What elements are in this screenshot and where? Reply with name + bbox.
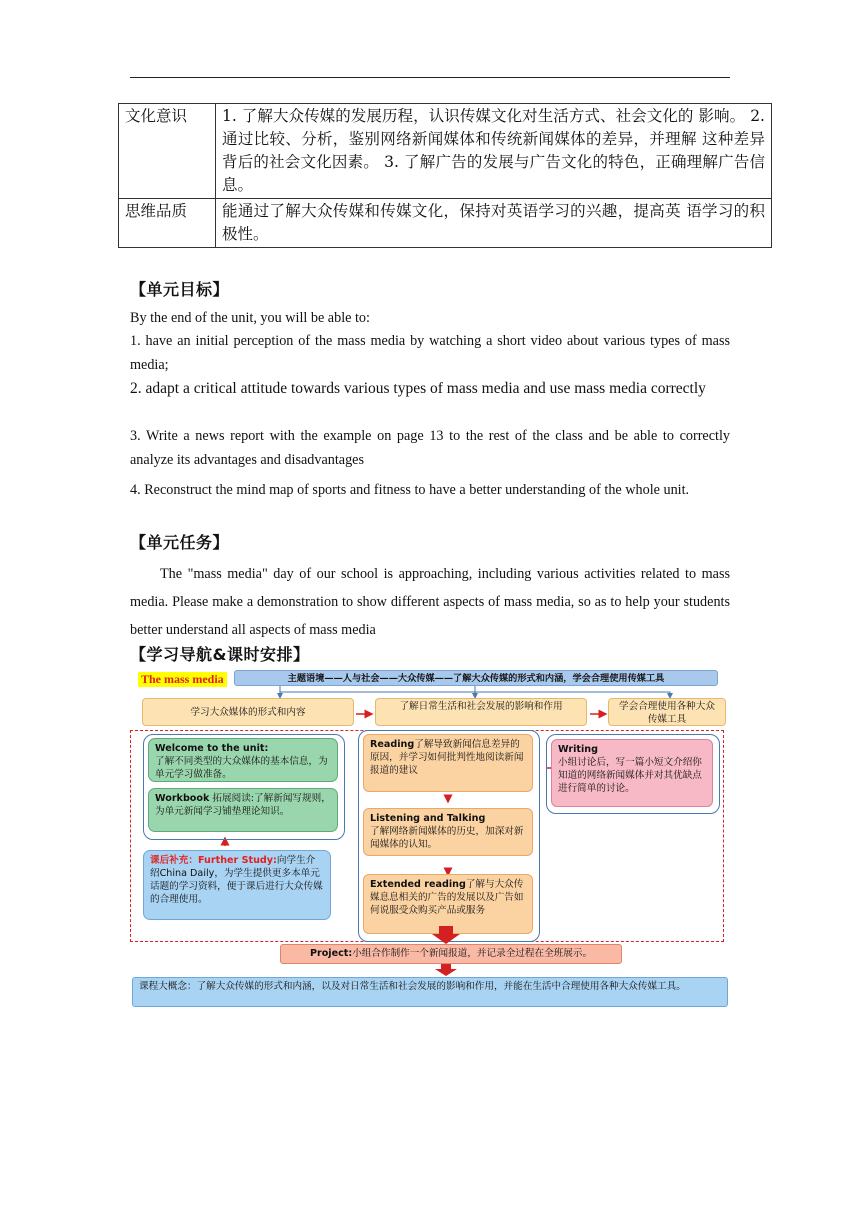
unit-task-text: The "mass media" day of our school is approaching, including various activities related to mass media. Please make a demonstration to show different aspects of mass media, so as to help your students better understand all aspects of mass media	[130, 566, 730, 638]
table-row	[119, 104, 772, 199]
unit-task-heading: 【单元任务】	[130, 533, 230, 552]
row-content: 1. 了解大众传媒的发展历程，认识传媒文化对生活方式、社会文化的 影响。 2. 通过比较、分析，鉴别网络新闻媒体和传统新闻媒体的差异，并理解 这种差异背后的社会文化因素。 3. 了解广告的发展与广告文化的特色，正确理解广告信息。	[216, 104, 772, 199]
further-study-title: 课后补充：Further Study:	[150, 855, 277, 866]
workbook-text: 拓展阅读:了解新闻写规则，为单元新闻学习铺垫理论知识。	[155, 793, 331, 817]
goals-intro: By the end of the unit, you will be able to:	[130, 310, 370, 326]
project-box	[280, 944, 622, 964]
table-row	[119, 199, 772, 248]
further-study-text: 向学生介绍China Daily，为学生提供更多本单元话题的学习资料，便于课后进行大众传媒的合理使用。	[150, 855, 323, 905]
goal-usage: 学会合理使用各种大众传媒工具	[608, 698, 726, 726]
workbook-box	[148, 788, 338, 832]
welcome-title: Welcome to the unit:	[155, 743, 269, 754]
unit-goals-heading: 【单元目标】	[130, 280, 230, 299]
reading-title: Reading	[370, 739, 415, 750]
row-label: 文化意识	[119, 104, 216, 199]
mass-media-label: The mass media	[138, 672, 227, 687]
listening-box	[363, 808, 533, 856]
learning-map-diagram	[130, 668, 730, 1010]
goal-forms-content: 学习大众媒体的形式和内容	[142, 698, 354, 726]
goals-table	[118, 103, 772, 248]
project-title: Project:	[309, 948, 353, 959]
listening-title: Listening and Talking	[370, 813, 486, 824]
reading-text: 了解导致新闻信息差异的原因，并学习如何批判性地阅读新闻报道的建议	[370, 739, 524, 776]
goal-impact: 了解日常生活和社会发展的影响和作用	[375, 698, 587, 726]
reading-box	[363, 734, 533, 792]
goal-item-3: 3. Write a news report with the example on page 13 to the rest of the class and be able to correctly analyze its advantages and disadvantages	[130, 428, 730, 468]
goal-item-2: 2. adapt a critical attitude towards various types of mass media and use mass media correctly	[130, 380, 706, 397]
extended-title: Extended reading	[370, 879, 466, 890]
further-study-box	[143, 850, 331, 920]
down-arrow-head	[432, 934, 460, 944]
writing-title: Writing	[558, 744, 599, 755]
listening-text: 了解网络新闻媒体的历史，加深对新闻媒体的认知。	[370, 826, 524, 850]
workbook-title: Workbook	[155, 793, 210, 804]
course-concept-box: 课程大概念：了解大众传媒的形式和内涵，以及对日常生活和社会发展的影响和作用，并能在生活中合理使用各种大众传媒工具。	[132, 977, 728, 1007]
welcome-text: 了解不同类型的大众媒体的基本信息，为单元学习做准备。	[155, 756, 328, 780]
extended-reading-box	[363, 874, 533, 934]
row-content: 能通过了解大众传媒和传媒文化，保持对英语学习的兴趣，提高英 语学习的积极性。	[216, 199, 772, 248]
down-arrow-shaft	[439, 926, 453, 934]
writing-text: 小组讨论后，写一篇小短文介绍你知道的网络新闻媒体并对其优缺点进行简单的讨论。	[558, 757, 702, 794]
extended-text: 了解与大众传媒息息相关的广告的发展以及广告如何说服受众购买产品或服务	[370, 879, 524, 916]
theme-bar: 主题语境——人与社会——大众传媒——了解大众传媒的形式和内涵，学会合理使用传媒工具	[234, 670, 718, 686]
navigation-heading: 【学习导航&课时安排】	[130, 645, 310, 664]
header-rule	[130, 77, 730, 78]
row-label: 思维品质	[119, 199, 216, 248]
welcome-box	[148, 738, 338, 782]
project-text: 小组合作制作一个新闻报道，并记录全过程在全班展示。	[352, 948, 593, 959]
goal-item-4: 4. Reconstruct the mind map of sports and fitness to have a better understanding of the whole unit.	[130, 482, 690, 498]
writing-box	[551, 739, 713, 807]
goal-item-1: 1. have an initial perception of the mass media by watching a short video about various types of mass media;	[130, 333, 730, 373]
down-arrow2-head	[435, 969, 457, 976]
